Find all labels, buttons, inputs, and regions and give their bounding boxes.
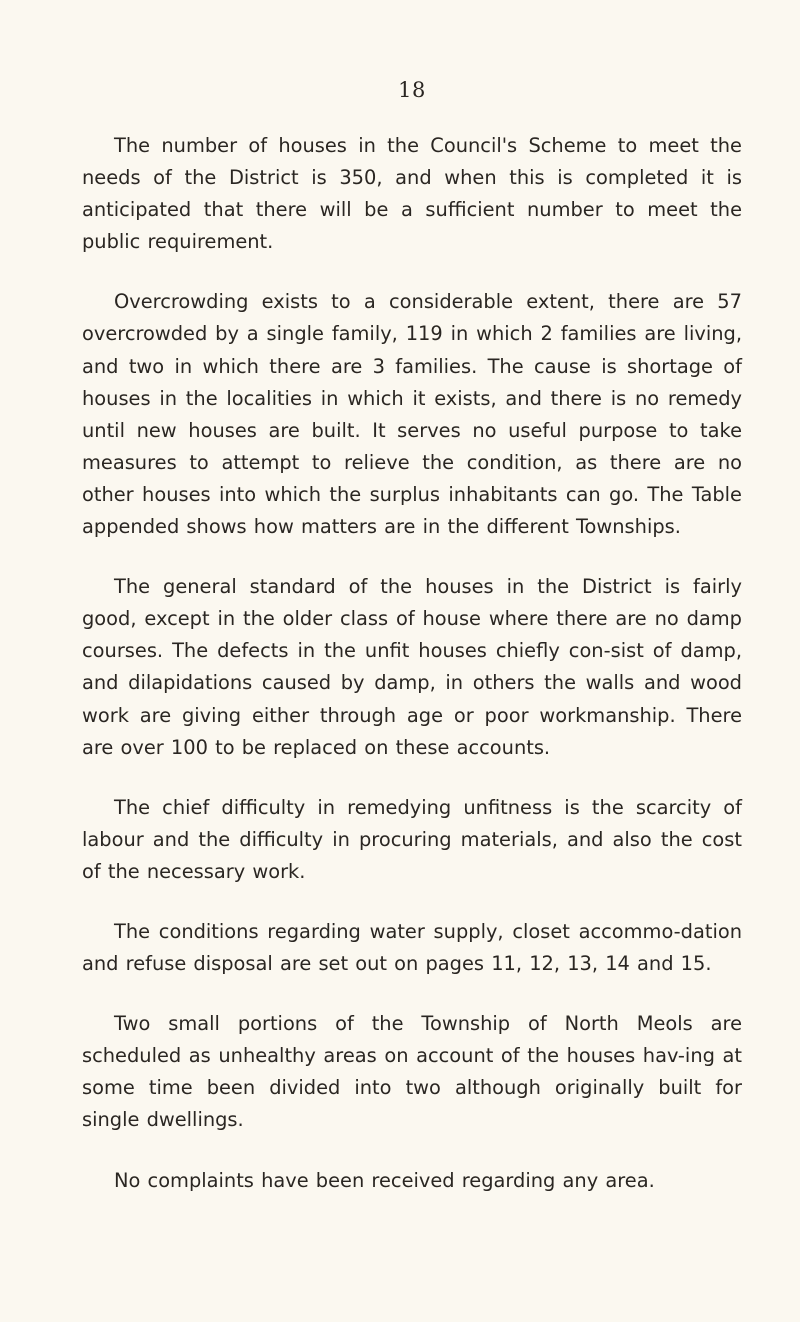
paragraph-general-standard: The general standard of the houses in the District is fairly good, except in the older class of house where there are no damp courses. The defects in the unfit houses chiefly con-sist of damp, and dilapidations caused by damp, in others the walls and wood work are giving either through age or poor workmanship. There are over 100 to be replaced on these accounts. <box>82 575 742 759</box>
paragraph-complaints: No complaints have been received regarding any area. <box>114 1168 655 1192</box>
paragraph-water-supply: The conditions regarding water supply, closet accommo-dation and refuse disposal are set out on pages 11, 12, 13, 14 and 15. <box>82 919 742 976</box>
paragraph-overcrowding: Overcrowding exists to a considerable extent, there are 57 overcrowded by a single family, 119 in which 2 families are living, and two in which there are 3 families. The cause is shortage of houses in the localities in which it exists, and there is no remedy until new houses are built. It serves no useful purpose to take measures to attempt to relieve the condition, as there are no other houses into which the surplus inhabitants can go. The Table appended shows how matters are in the different Townships. <box>82 290 742 539</box>
paragraph-unhealthy-areas: Two small portions of the Township of North Meols are scheduled as unhealthy areas on account of the houses hav-ing at some time been divided into two although originally built for single dwellings. <box>82 1012 742 1132</box>
document-page <box>82 78 742 1225</box>
paragraph-housing-scheme: The number of houses in the Council's Scheme to meet the needs of the District is 350, and when this is completed it is anticipated that there will be a sufficient number to meet the public requirement. <box>82 134 742 254</box>
paragraph-remedy-difficulty: The chief difficulty in remedying unfitness is the scarcity of labour and the difficulty in procuring materials, and also the cost of the necessary work. <box>82 795 742 883</box>
page-number: 18 <box>398 78 426 102</box>
